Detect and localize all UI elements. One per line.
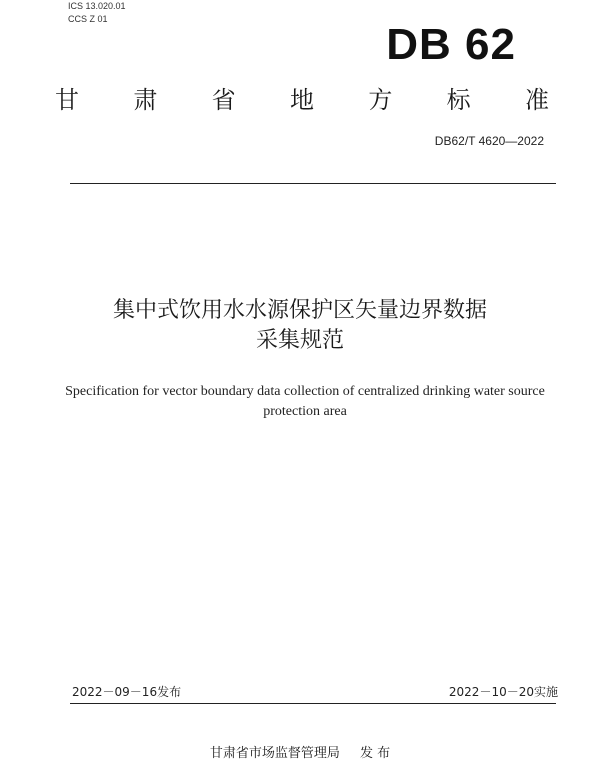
standard-type-char: 甘 [55,86,79,114]
issue-date: 2022－09－16发布 [72,685,182,699]
ics-code: ICS 13.020.01 [68,1,126,11]
classification-codes [68,0,126,26]
top-divider [70,183,556,184]
issue-word: 发 布 [359,746,391,761]
issuer-name: 甘肃省市场监督管理局 [209,746,340,761]
standard-type-char: 地 [289,86,314,114]
title-zh-line2: 采集规范 [255,328,344,353]
title-zh-line1: 集中式饮用水水源保护区矢量边界数据 [112,298,487,323]
title-en-line2: protection area [263,404,347,419]
issuer-line [0,742,600,761]
implementation-date: 2022－10－20实施 [448,685,558,699]
standard-type-char: 方 [368,86,393,114]
document-title-en [40,382,570,422]
document-title-zh [0,296,600,356]
standard-type-char: 省 [211,86,236,114]
ccs-code: CCS Z 01 [68,14,108,24]
db-logo: DB 62 [386,20,516,69]
standard-type-char: 肃 [133,86,158,114]
standard-number: DB62/T 4620—2022 [434,134,544,148]
standard-type-title [52,84,552,116]
standard-type-char: 准 [524,86,549,114]
title-en-line1: Specification for vector boundary data collection of centralized drinking water source [65,384,545,399]
standard-type-char: 标 [446,86,471,114]
bottom-divider [70,703,556,704]
